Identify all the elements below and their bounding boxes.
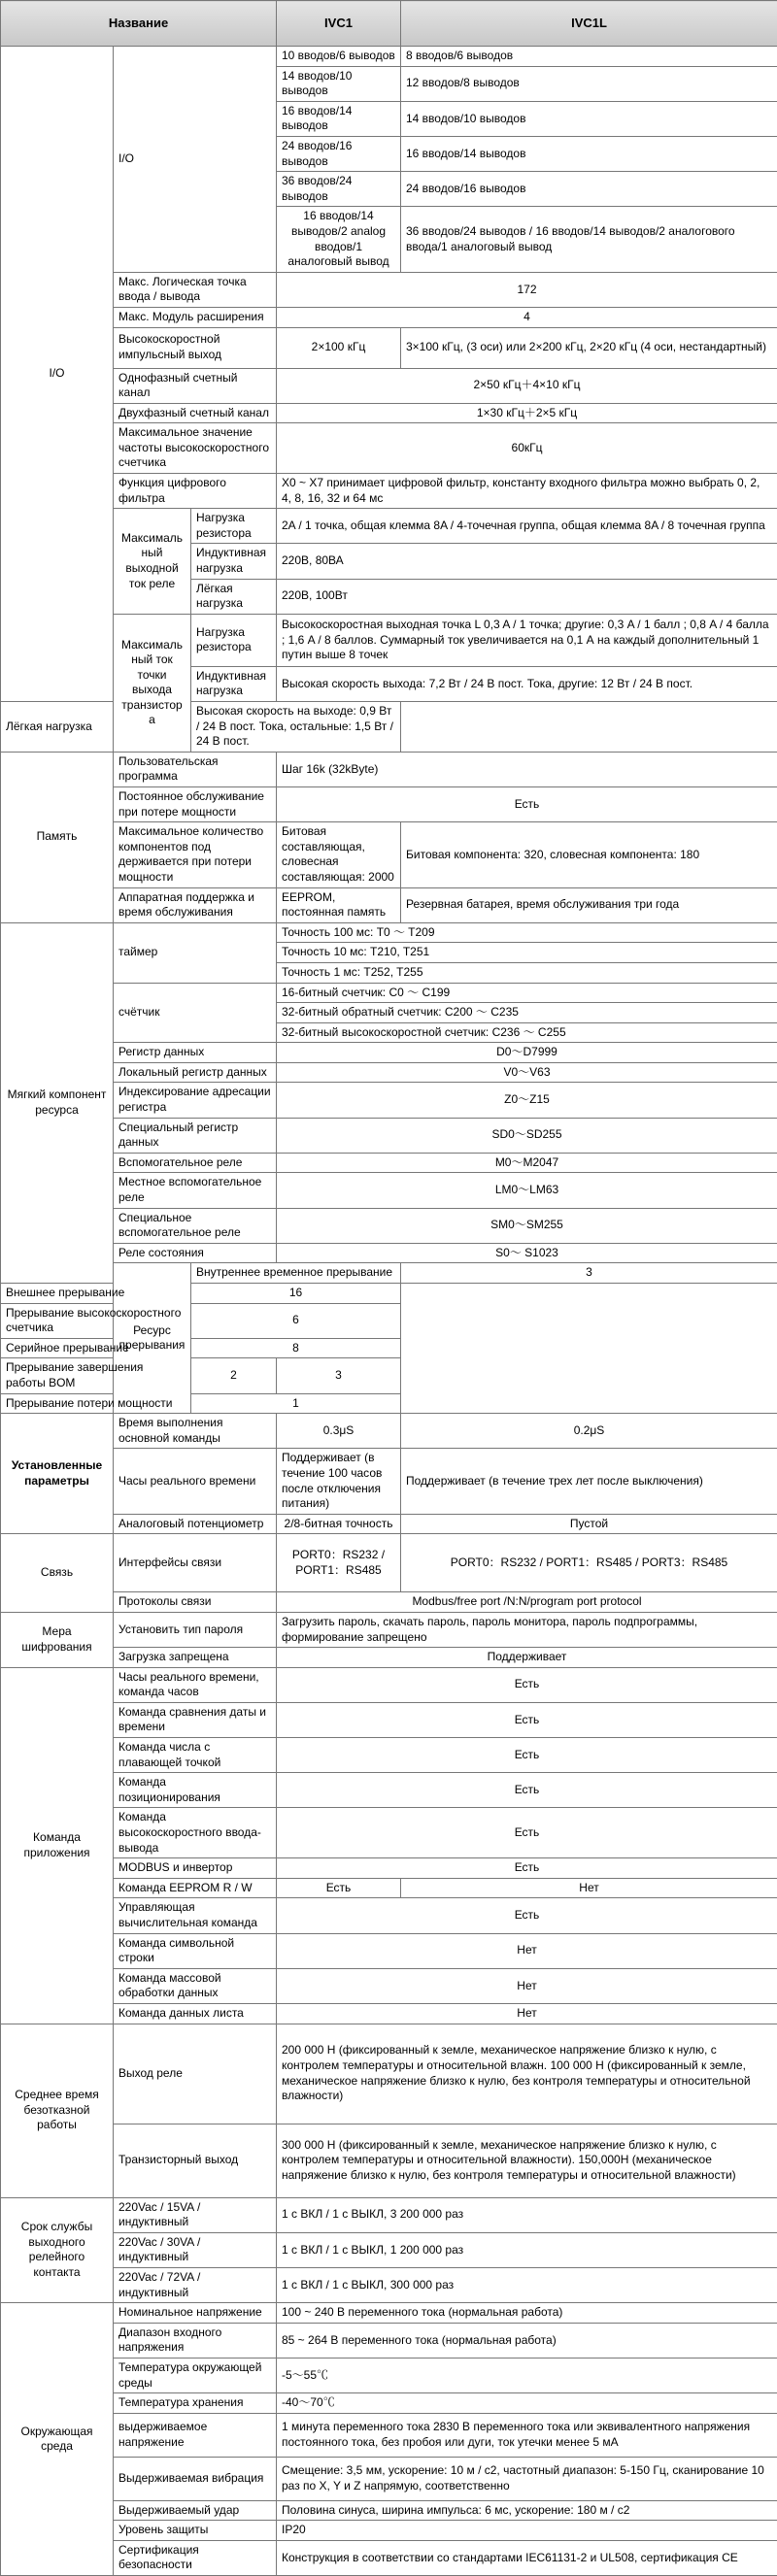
table-row	[1, 1338, 777, 1358]
table-cell: Вспомогательное реле	[114, 1153, 277, 1173]
table-cell: Есть	[277, 1898, 777, 1933]
table-row	[1, 272, 777, 307]
table-row	[1, 822, 777, 887]
table-row	[1, 2457, 777, 2500]
table-cell: 220Vac / 30VA / индуктивный	[114, 2232, 277, 2267]
table-row	[1, 2024, 777, 2124]
table-row	[1, 1153, 777, 1173]
table-cell: Диапазон входного напряжения	[114, 2323, 277, 2358]
table-body	[1, 47, 777, 2576]
table-cell: Есть	[277, 1667, 777, 1702]
table-cell: Специальный регистр данных	[114, 1118, 277, 1153]
table-row	[1, 474, 777, 509]
table-cell: 1	[191, 1393, 401, 1414]
table-row	[1, 614, 777, 666]
table-cell: Выход реле	[114, 2024, 277, 2124]
table-cell: Время выполнения основной команды	[114, 1414, 277, 1449]
table-cell: счётчик	[114, 983, 277, 1043]
table-cell: 6	[191, 1303, 401, 1338]
table-cell: выдерживаемое напряжение	[114, 2413, 277, 2457]
table-cell: 1 с ВКЛ / 1 с ВЫКЛ, 300 000 раз	[277, 2267, 777, 2302]
table-cell: Аналоговый потенциометр	[114, 1514, 277, 1534]
table-cell: Местное вспомогательное реле	[114, 1173, 277, 1208]
table-cell: Точность 10 мс: T210, T251	[277, 943, 777, 963]
column-header-ivc1: IVC1	[277, 1, 401, 47]
table-row	[1, 1933, 777, 1968]
table-row	[1, 1534, 777, 1592]
table-cell: 14 вводов/10 выводов	[277, 66, 401, 101]
table-row	[1, 1393, 777, 1414]
table-row	[1, 1702, 777, 1737]
table-row	[1, 1208, 777, 1243]
table-row	[1, 983, 777, 1003]
table-cell: 0.2μS	[401, 1414, 777, 1449]
group-cell: Среднее время безотказной работы	[1, 2024, 114, 2197]
table-cell: V0～V63	[277, 1062, 777, 1083]
table-row	[1, 1773, 777, 1808]
table-cell: 172	[277, 272, 777, 307]
table-cell: Сертификация безопасности	[114, 2540, 277, 2575]
table-row	[1, 1284, 777, 1304]
table-cell: Поддерживает	[277, 1648, 777, 1668]
table-cell: 1×30 кГц＋2×5 кГц	[277, 403, 777, 423]
column-header-ivc1l: IVC1L	[401, 1, 777, 47]
table-row	[1, 2521, 777, 2541]
table-cell: Есть	[277, 1702, 777, 1737]
table-cell: Управляющая вычислительная команда	[114, 1898, 277, 1933]
table-row	[1, 1592, 777, 1613]
table-cell: 4	[277, 307, 777, 327]
table-cell: Высокоскоростная выходная точка L 0,3 A / 1 точка; другие: 0,3 A / 1 балл ; 0,8 A / 4 балла ; 1,6 A / 8 баллов. Суммарный ток увеличивается на 0,1 А на каждый дополнительный 1 путин выше 8 точек	[277, 614, 777, 666]
table-cell: 3	[277, 1358, 401, 1393]
table-row	[1, 1263, 777, 1284]
table-cell: 100 ~ 240 В переменного тока (нормальная работа)	[277, 2303, 777, 2324]
table-cell: 220В, 100Вт	[277, 579, 777, 614]
table-row	[1, 1738, 777, 1773]
table-row	[1, 2393, 777, 2414]
table-row	[1, 2540, 777, 2575]
table-cell: Нагрузка резистора	[191, 509, 277, 544]
table-cell: 3	[401, 1263, 777, 1284]
table-row	[1, 1858, 777, 1879]
table-cell: Точность 100 мс: T0 ～ T209	[277, 922, 777, 943]
table-row	[1, 509, 777, 544]
group-cell: Установленные параметры	[1, 1414, 114, 1534]
table-cell: 200 000 Н (фиксированный к земле, механическое напряжение близко к нулю, с контролем температуры и относительной влажн. 100 000 Н (фиксированный к земле, механическое напряжение близко к нулю, без контроля температуры и относительной влажности)	[277, 2024, 777, 2124]
group-cell: Команда приложения	[1, 1667, 114, 2024]
table-cell: Команда сравнения даты и времени	[114, 1702, 277, 1737]
table-row	[1, 887, 777, 922]
table-cell: 300 000 Н (фиксированный к земле, механическое напряжение близко к нулю, с контролем температуры и относительной влажности). 150,000Н (механическое напряжение близко к нулю, без контроля температуры и относительной влажности)	[277, 2124, 777, 2197]
table-cell: 2	[191, 1358, 277, 1393]
table-cell: Часы реального времени	[114, 1449, 277, 1514]
table-cell: Аппаратная поддержка и время обслуживания	[114, 887, 277, 922]
group-cell: Память	[1, 752, 114, 922]
table-row	[1, 1648, 777, 1668]
table-cell: Выдерживаемый удар	[114, 2500, 277, 2521]
table-cell: Загрузить пароль, скачать пароль, пароль монитора, пароль подпрограммы, формирование запрещено	[277, 1612, 777, 1647]
table-cell: Индуктивная нагрузка	[191, 666, 277, 701]
table-cell: Однофазный счетный канал	[114, 368, 277, 403]
table-cell: X0 ~ X7 принимает цифровой фильтр, константу входного фильтра можно выбрать 0, 2, 4, 8, 16, 32 и 64 мс	[277, 474, 777, 509]
table-row	[1, 423, 777, 474]
table-cell: Пустой	[401, 1514, 777, 1534]
table-cell: 8 вводов/6 выводов	[401, 47, 777, 67]
table-cell: Серийное прерывание	[1, 1338, 191, 1358]
table-cell: 32-битный высокоскоростной счетчик: C236 ～ C255	[277, 1022, 777, 1043]
table-row	[1, 2500, 777, 2521]
table-cell: Прерывание завершения работы BOM	[1, 1358, 191, 1393]
table-cell: Выдерживаемая вибрация	[114, 2457, 277, 2500]
table-row	[1, 1449, 777, 1514]
table-row	[1, 1968, 777, 2003]
table-cell: Команда EEPROM R / W	[114, 1878, 277, 1898]
table-cell: 14 вводов/10 выводов	[401, 101, 777, 136]
table-row	[1, 403, 777, 423]
table-cell: Максимальное значение частоты высокоскоростного счетчика	[114, 423, 277, 474]
table-cell: Есть	[277, 1858, 777, 1879]
table-row	[1, 752, 777, 786]
table-cell: 220В, 80ВА	[277, 544, 777, 579]
table-row	[1, 2413, 777, 2457]
table-row	[1, 1808, 777, 1858]
table-cell: 3×100 кГц, (3 оси) или 2×200 кГц, 2×20 кГц (4 оси, нестандартный)	[401, 327, 777, 368]
table-cell: Установить тип пароля	[114, 1612, 277, 1647]
table-cell: IP20	[277, 2521, 777, 2541]
table-cell: Поддерживает (в течение трех лет после выключения)	[401, 1449, 777, 1514]
table-cell: 32-битный обратный счетчик: C200 ～ C235	[277, 1003, 777, 1023]
table-cell: Есть	[277, 1878, 401, 1898]
table-cell: Есть	[277, 786, 777, 821]
table-cell: таймер	[114, 922, 277, 983]
table-cell: Команда символьной строки	[114, 1933, 277, 1968]
table-cell: PORT0：RS232 / PORT1：RS485	[277, 1534, 401, 1592]
table-cell: 24 вводов/16 выводов	[277, 136, 401, 171]
table-row	[1, 307, 777, 327]
table-row	[1, 1083, 777, 1118]
table-cell: 16 вводов/14 выводов/2 analog вводов/1 аналоговый вывод	[277, 207, 401, 272]
table-cell: S0～ S1023	[277, 1243, 777, 1263]
table-row	[1, 327, 777, 368]
table-cell: Часы реального времени, команда часов	[114, 1667, 277, 1702]
table-cell: 16 вводов/14 выводов	[401, 136, 777, 171]
table-cell: 85 ~ 264 В переменного тока (нормальная работа)	[277, 2323, 777, 2358]
table-row	[1, 1118, 777, 1153]
table-cell: Высокая скорость выхода: 7,2 Вт / 24 В пост. Тока, другие: 12 Вт / 24 В пост.	[277, 666, 777, 701]
table-cell: Нет	[401, 1878, 777, 1898]
table-cell: 8	[191, 1338, 401, 1358]
table-cell: 60кГц	[277, 423, 777, 474]
table-cell: Высокоскоростной импульсный выход	[114, 327, 277, 368]
table-cell: Макс. Модуль расширения	[114, 307, 277, 327]
table-cell: Максимальный ток точки выхода транзистора	[114, 614, 191, 752]
table-cell: Протоколы связи	[114, 1592, 277, 1613]
table-cell: Шаг 16k (32kByte)	[277, 752, 777, 786]
table-row	[1, 368, 777, 403]
table-row	[1, 1173, 777, 1208]
table-header-row	[1, 1, 777, 47]
table-cell: M0～M2047	[277, 1153, 777, 1173]
table-cell: 220Vac / 15VA / индуктивный	[114, 2197, 277, 2232]
table-cell: Команда высокоскоростного ввода-вывода	[114, 1808, 277, 1858]
table-cell: 2×100 кГц	[277, 327, 401, 368]
table-row	[1, 786, 777, 821]
table-row	[1, 2232, 777, 2267]
table-cell: Конструкция в соответствии со стандартами IEC61131-2 и UL508, сертификация CE	[277, 2540, 777, 2575]
table-cell: 0.3μS	[277, 1414, 401, 1449]
table-cell: Лёгкая нагрузка	[1, 702, 114, 753]
table-row	[1, 1667, 777, 1702]
table-cell: Битовая составляющая, словесная составляющая: 2000	[277, 822, 401, 887]
table-cell: Резервная батарея, время обслуживания три года	[401, 887, 777, 922]
table-cell: -40～70℃	[277, 2393, 777, 2414]
table-row	[1, 1898, 777, 1933]
table-row	[1, 1878, 777, 1898]
table-cell: Максимальный выходной ток реле	[114, 509, 191, 615]
table-cell: Есть	[277, 1738, 777, 1773]
table-row	[1, 1514, 777, 1534]
table-cell: Z0～Z15	[277, 1083, 777, 1118]
table-row	[1, 1303, 777, 1338]
table-cell: Температура окружающей среды	[114, 2358, 277, 2392]
group-cell: Мера шифрования	[1, 1612, 114, 1667]
table-cell: EEPROM, постоянная память	[277, 887, 401, 922]
table-cell: Прерывание высокоскоростного счетчика	[1, 1303, 191, 1338]
table-cell: Индуктивная нагрузка	[191, 544, 277, 579]
group-cell: Мягкий компонент ресурса	[1, 922, 114, 1283]
table-cell: Смещение: 3,5 мм, ускорение: 10 м / с2, частотный диапазон: 5-150 Гц, сканирование 10 раз по X, Y и Z напрямую, соответственно	[277, 2457, 777, 2500]
table-cell: Внешнее прерывание	[1, 1284, 191, 1304]
table-cell: Прерывание потери мощности	[1, 1393, 191, 1414]
group-cell: Ресурс прерывания	[114, 1263, 191, 1414]
table-cell: Нет	[277, 2003, 777, 2024]
table-cell: 36 вводов/24 выводов / 16 вводов/14 выводов/2 аналогового ввода/1 аналоговый вывод	[401, 207, 777, 272]
table-row	[1, 2358, 777, 2392]
table-cell: Команда позиционирования	[114, 1773, 277, 1808]
table-cell: Лёгкая нагрузка	[191, 579, 277, 614]
table-cell: 12 вводов/8 выводов	[401, 66, 777, 101]
table-row	[1, 47, 777, 67]
table-cell: 1 минута переменного тока 2830 В переменного тока или эквивалентного напряжения постоянного тока, без пробоя или дуги, ток утечки менее 5 мА	[277, 2413, 777, 2457]
group-cell: Связь	[1, 1534, 114, 1613]
table-cell: 16-битный счетчик: C0 ～ C199	[277, 983, 777, 1003]
table-row	[1, 2124, 777, 2197]
table-cell: Индексирование адресации регистра	[114, 1083, 277, 1118]
table-cell: Двухфазный счетный канал	[114, 403, 277, 423]
table-cell: Нет	[277, 1968, 777, 2003]
table-cell: 16 вводов/14 выводов	[277, 101, 401, 136]
table-row	[1, 1062, 777, 1083]
table-cell: Есть	[277, 1773, 777, 1808]
table-row	[1, 922, 777, 943]
table-cell: Транзисторный выход	[114, 2124, 277, 2197]
table-cell: Локальный регистр данных	[114, 1062, 277, 1083]
table-row	[1, 2267, 777, 2302]
table-cell: Максимальное количество компонентов под держивается при потери мощности	[114, 822, 277, 887]
table-row	[1, 2323, 777, 2358]
table-cell: -5～55℃	[277, 2358, 777, 2392]
table-cell: Внутреннее временное прерывание	[191, 1263, 401, 1284]
table-cell: Номинальное напряжение	[114, 2303, 277, 2324]
table-cell: Поддерживает (в течение 100 часов после отключения питания)	[277, 1449, 401, 1514]
table-cell: PORT0：RS232 / PORT1：RS485 / PORT3：RS485	[401, 1534, 777, 1592]
table-row	[1, 1358, 777, 1393]
column-header-name: Название	[1, 1, 277, 47]
table-cell: Modbus/free port /N:N/program port protocol	[277, 1592, 777, 1613]
table-row	[1, 2197, 777, 2232]
table-cell: 2A / 1 точка, общая клемма 8A / 4-точечная группа, общая клемма 8A / 8 точечная группа	[277, 509, 777, 544]
table-cell: Команда данных листа	[114, 2003, 277, 2024]
table-cell: Постоянное обслуживание при потере мощности	[114, 786, 277, 821]
table-cell: 2×50 кГц＋4×10 кГц	[277, 368, 777, 403]
table-cell: Регистр данных	[114, 1043, 277, 1063]
table-cell: 1 с ВКЛ / 1 с ВЫКЛ, 1 200 000 раз	[277, 2232, 777, 2267]
table-cell: Пользовательская программа	[114, 752, 277, 786]
group-cell: Окружающая среда	[1, 2303, 114, 2576]
table-cell: I/O	[114, 47, 277, 273]
table-cell: Температура хранения	[114, 2393, 277, 2414]
table-cell: Есть	[277, 1808, 777, 1858]
table-cell: SM0～SM255	[277, 1208, 777, 1243]
table-row	[1, 2003, 777, 2024]
table-cell: Нагрузка резистора	[191, 614, 277, 666]
table-row	[1, 1414, 777, 1449]
table-cell: Реле состояния	[114, 1243, 277, 1263]
table-cell: Битовая компонента: 320, словесная компонента: 180	[401, 822, 777, 887]
table-cell: 220Vac / 72VA / индуктивный	[114, 2267, 277, 2302]
table-cell: Интерфейсы связи	[114, 1534, 277, 1592]
table-cell: Команда числа с плавающей точкой	[114, 1738, 277, 1773]
table-row	[1, 1612, 777, 1647]
table-cell: 10 вводов/6 выводов	[277, 47, 401, 67]
table-cell: Команда массовой обработки данных	[114, 1968, 277, 2003]
table-cell: LM0～LM63	[277, 1173, 777, 1208]
table-cell: Высокая скорость на выходе: 0,9 Вт / 24 В пост. Тока, остальные: 1,5 Вт / 24 В пост.	[191, 702, 401, 753]
table-cell: Функция цифрового фильтра	[114, 474, 277, 509]
table-cell: Нет	[277, 1933, 777, 1968]
table-row	[1, 1043, 777, 1063]
group-cell: Срок службы выходного релейного контакта	[1, 2197, 114, 2303]
table-cell: D0～D7999	[277, 1043, 777, 1063]
table-cell: Макс. Логическая точка ввода / вывода	[114, 272, 277, 307]
table-cell: 2/8-битная точность	[277, 1514, 401, 1534]
table-cell: Загрузка запрещена	[114, 1648, 277, 1668]
table-cell: Специальное вспомогательное реле	[114, 1208, 277, 1243]
group-cell: I/O	[1, 47, 114, 702]
table-cell: SD0～SD255	[277, 1118, 777, 1153]
table-cell: 16	[191, 1284, 401, 1304]
table-cell: Уровень защиты	[114, 2521, 277, 2541]
table-cell: MODBUS и инвертор	[114, 1858, 277, 1879]
table-cell: Половина синуса, ширина импульса: 6 мс, ускорение: 180 м / с2	[277, 2500, 777, 2521]
table-cell: Точность 1 мс: T252, T255	[277, 962, 777, 983]
table-row	[1, 2303, 777, 2324]
table-cell: 24 вводов/16 выводов	[401, 172, 777, 207]
table-cell: 1 с ВКЛ / 1 с ВЫКЛ, 3 200 000 раз	[277, 2197, 777, 2232]
table-cell: 36 вводов/24 выводов	[277, 172, 401, 207]
table-row	[1, 1243, 777, 1263]
